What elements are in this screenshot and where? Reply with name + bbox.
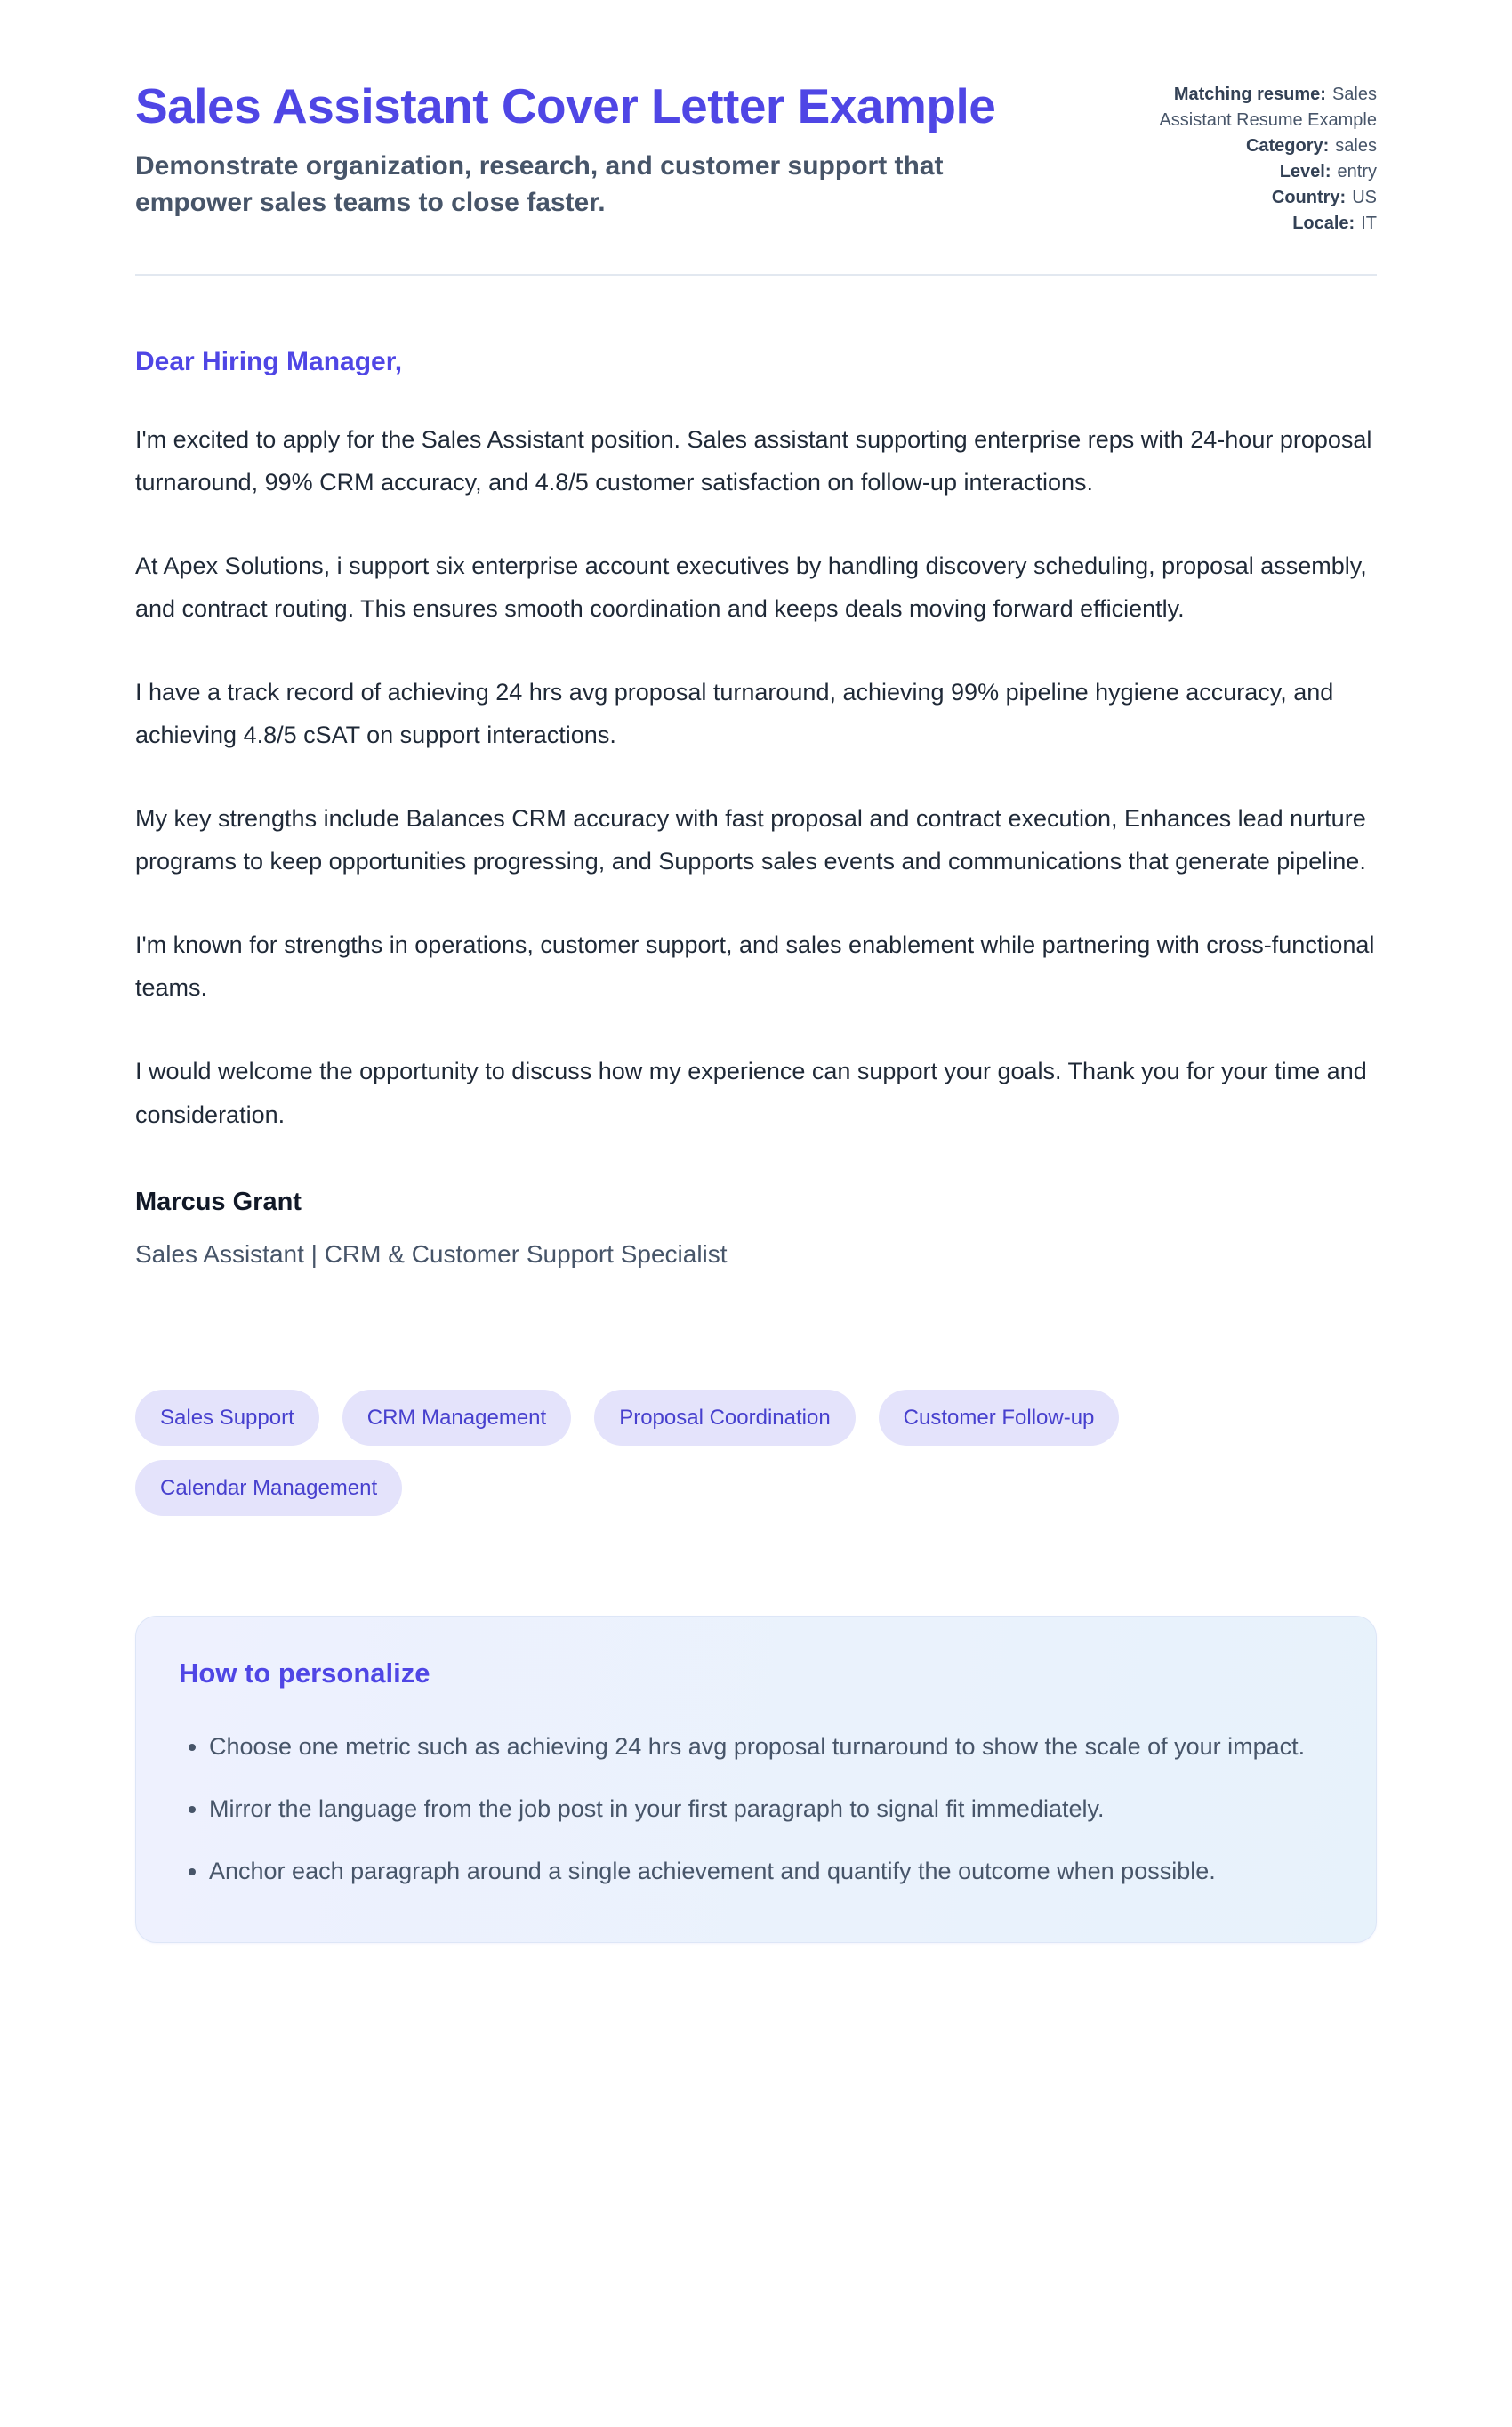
- meta-value: entry: [1337, 162, 1377, 181]
- personalize-callout: [135, 1616, 1377, 1943]
- resume-meta-panel: [1099, 78, 1377, 237]
- cover-letter-page: [135, 0, 1377, 2028]
- header: [135, 78, 1377, 237]
- meta-row-locale: [1099, 211, 1377, 237]
- callout-bullet: • Mirror the language from the job post in your first paragraph to signal fit immediately.: [209, 1787, 1333, 1830]
- letter-body: [135, 347, 1377, 1269]
- meta-label: Country:: [1271, 188, 1347, 207]
- divider: [135, 274, 1377, 276]
- letter-paragraph: I'm excited to apply for the Sales Assistant position. Sales assistant supporting enterprise reps with 24-hour proposal turnaround, 99% CRM accuracy, and 4.8/5 customer satisfaction on follow-up interactions.: [135, 426, 1372, 496]
- letter-paragraph: I have a track record of achieving 24 hrs avg proposal turnaround, achieving 99% pipeline hygiene accuracy, and achieving 4.8/5 cSAT on support interactions.: [135, 679, 1334, 749]
- page-subtitle: Demonstrate organization, research, and customer support that empower sales teams to close faster.: [135, 150, 944, 217]
- meta-value: Sales Assistant Resume Example: [1159, 85, 1377, 130]
- meta-row-country: [1099, 185, 1377, 211]
- signature-role: Sales Assistant | CRM & Customer Support Specialist: [135, 1239, 728, 1268]
- page-title: Sales Assistant Cover Letter Example: [135, 78, 996, 133]
- skill-tag-customer-follow-up[interactable]: Customer Follow-up: [879, 1390, 1120, 1446]
- letter-paragraph: I would welcome the opportunity to discuss how my experience can support your goals. Thank you for your time and consideration.: [135, 1058, 1367, 1128]
- skill-tag-calendar-management[interactable]: Calendar Management: [135, 1460, 402, 1516]
- salutation: Dear Hiring Manager,: [135, 347, 403, 376]
- meta-value: sales: [1335, 136, 1377, 156]
- letter-paragraph: At Apex Solutions, i support six enterprise account executives by handling discovery scheduling, proposal assembly, and contract routing. This ensures smooth coordination and keeps deals moving forward efficiently.: [135, 552, 1367, 623]
- callout-list: [179, 1725, 1333, 1892]
- meta-label: Matching resume:: [1173, 85, 1326, 104]
- skill-tag-crm-management[interactable]: CRM Management: [342, 1390, 571, 1446]
- signature-name: Marcus Grant: [135, 1187, 302, 1216]
- meta-row-category: [1099, 133, 1377, 159]
- meta-label: Category:: [1245, 136, 1330, 156]
- meta-row-level: [1099, 159, 1377, 185]
- meta-value: US: [1352, 188, 1377, 207]
- callout-bullet: • Anchor each paragraph around a single achievement and quantify the outcome when possible.: [209, 1850, 1333, 1892]
- letter-paragraph: I'm known for strengths in operations, customer support, and sales enablement while partnering with cross-functional teams.: [135, 931, 1375, 1002]
- letter-paragraph: My key strengths include Balances CRM accuracy with fast proposal and contract execution, Enhances lead nurture programs to keep opportunities progressing, and Supports sales events and communications that generate pipeline.: [135, 805, 1366, 875]
- callout-bullet: • Choose one metric such as achieving 24 hrs avg proposal turnaround to show the scale of your impact.: [209, 1725, 1333, 1768]
- meta-label: Locale:: [1292, 214, 1355, 233]
- callout-title: How to personalize: [179, 1657, 430, 1689]
- skill-tag-sales-support[interactable]: Sales Support: [135, 1390, 319, 1446]
- meta-label: Level:: [1279, 162, 1331, 181]
- header-title-block: [135, 78, 1057, 237]
- skill-tag-proposal-coordination[interactable]: Proposal Coordination: [594, 1390, 855, 1446]
- skill-tags: [135, 1390, 1377, 1516]
- meta-value: IT: [1361, 214, 1377, 233]
- meta-row-matching-resume: [1099, 82, 1377, 133]
